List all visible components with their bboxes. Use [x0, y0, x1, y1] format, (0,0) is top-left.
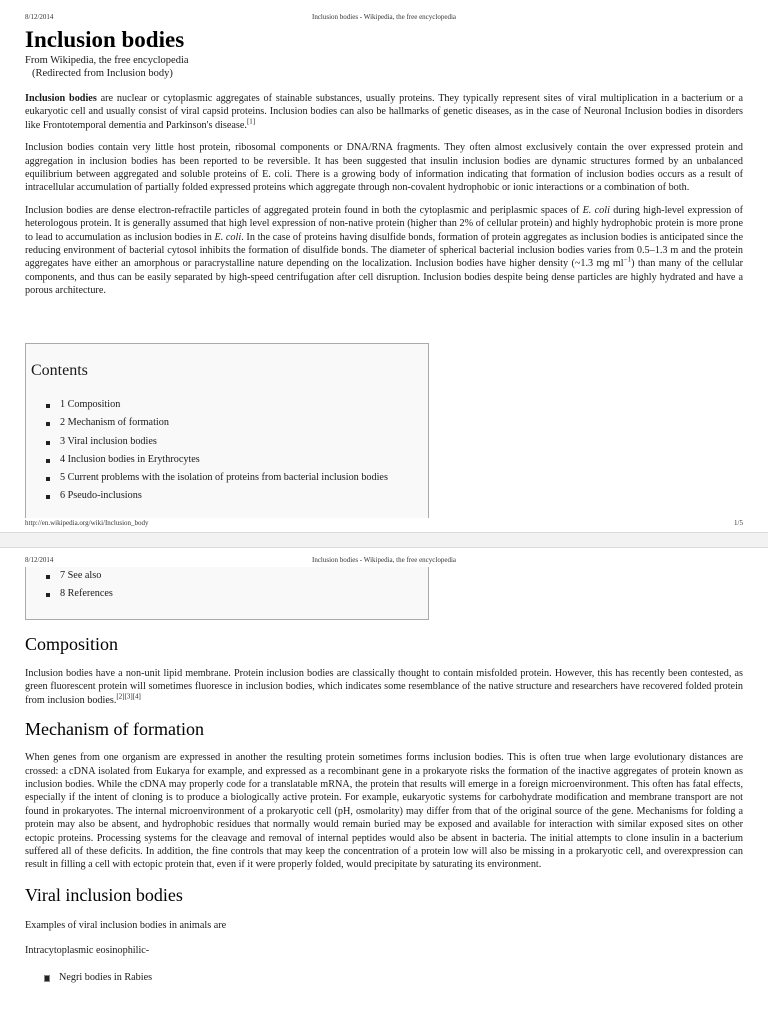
toc-item-mechanism[interactable]: 2 Mechanism of formation — [46, 414, 388, 432]
toc-item-erythrocytes[interactable]: 4 Inclusion bodies in Erythrocytes — [46, 451, 388, 469]
ecoli-italic: E. coli — [582, 204, 610, 216]
toc-item-pseudo-inclusions[interactable]: 6 Pseudo-inclusions — [46, 487, 388, 505]
header-title: Inclusion bodies - Wikipedia, the free encyclopedia — [311, 556, 456, 564]
pdf-page-2 — [0, 548, 768, 1024]
toc-item-references[interactable]: 8 References — [46, 585, 113, 603]
refs-2-4[interactable]: [2][3][4] — [116, 692, 141, 701]
mechanism-paragraph: When genes from one organism are expressed in another the resulting protein sometimes forms inclusion bodies. This is often true when large evolutionary distances are crossed: a cDNA isolated from Eukarya for example, and expressed as a recombinant gene in a prokaryote risks the formation of the inactive aggregates of protein known as inclusion bodies. While the cDNA may properly code for a translatable mRNA, the protein that results will emerge in a foreign microenvironment. This often has fatal effects, especially if the intent of cloning is to produce a biologically active protein. For example, eukaryotic systems for carbohydrate modification and membrane transport are not found in prokaryotes. The internal microenvironment of a prokaryotic cell (pH, osmolarity) may differ from that of the original source of the gene. Mechanisms for folding a protein may also be absent, and hydrophobic residues that normally would remain buried may be exposed and available for interaction with similar exposed sites on other ectopic proteins. Processing systems for the cleavage and removal of internal peptides would also be absent in bacteria. The initial attempts to clone insulin in a bacterium suffered all of these deficits. In addition, the fine controls that may keep the concentration of a protein low will also be missing in a prokaryotic cell, and overexpression can result in filling a cell with ectopic protein that, even if it were properly folded, would precipitate by saturating its environment. — [25, 752, 743, 871]
viral-intracytoplasmic: Intracytoplasmic eosinophilic- — [25, 945, 150, 957]
intro-bold-term: Inclusion bodies — [25, 93, 97, 104]
ecoli-italic: E. coli — [214, 231, 242, 243]
heading-composition: Composition — [25, 634, 119, 654]
redirect-note: (Redirected from Inclusion body) — [32, 68, 173, 79]
paragraph-3: Inclusion bodies are dense electron-refractile particles of aggregated protein found in both the cytoplasmic and periplasmic spaces of E. coli during high-level expression of heterologous protein. It is generally assumed that high level expression of non-native protein (higher than 2% of cellular protein) and highly hydrophobic protein is more prone to lead to accumulation as inclusion bodies in E. coli. In the case of proteins having disulfide bonds, formation of protein aggregates as inclusion bodies is anticipated since the reducing environment of bacterial cytosol inhibits the formation of disulfide bonds. The diameter of spherical bacterial inclusion bodies varies from 0.5–1.3 m and the protein aggregates have either an amorphous or paracrystalline nature depending on the localization. Inclusion bodies have higher density (~1.3 mg $ml^{-1}$) than many of the cellular components, and thus can be easily separated by high-speed centrifugation after cell disruption. Inclusion bodies despite being dense particles are highly hydrated and have a porous architecture. — [25, 204, 744, 297]
footer-page-number: 1/5 — [734, 519, 743, 527]
toc-list — [46, 396, 388, 506]
heading-mechanism: Mechanism of formation — [25, 719, 204, 740]
ref-1[interactable]: [1] — [246, 117, 256, 126]
toc-list-continued — [46, 567, 113, 604]
composition-paragraph: Inclusion bodies have a non-unit lipid membrane. Protein inclusion bodies are classically thought to contain misfolded protein. However, this has recently been contested, as green fluorescent protein will sometimes fluoresce in inclusion bodies, which indicates some resemblance of the native structure and researchers have recovered folded protein from inclusion bodies.[2][3][4] — [25, 668, 743, 706]
toc-box — [25, 343, 429, 518]
paragraph-2: Inclusion bodies contain very little host protein, ribosomal components or DNA/RNA fragments. They often almost exclusively contain the over expressed protein and aggregation in inclusion bodies has been reported to be reversible. It has been suggested that insulin inclusion bodies are dynamic structures formed by an unbalanced equilibrium between aggregated and soluble proteins of E. coli. There is a growing body of information indicating that formation of inclusion bodies occurs as a result of intracellular accumulation of partially folded expressed proteins which aggregate through non-covalent hydrophobic or ionic interactions or a combination of both. — [25, 142, 743, 194]
footer-url[interactable]: http://en.wikipedia.org/wiki/Inclusion_body — [25, 519, 149, 527]
toc-title: Contents — [31, 362, 88, 379]
toc-item-viral[interactable]: 3 Viral inclusion bodies — [46, 433, 388, 451]
toc-item-see-also[interactable]: 7 See also — [46, 567, 113, 585]
toc-box-continued — [25, 567, 429, 620]
list-item-negri: Negri bodies in Rabies — [43, 972, 743, 983]
header-date: 8/12/2014 — [25, 13, 54, 21]
page-break — [0, 532, 768, 548]
toc-item-current-problems[interactable]: 5 Current problems with the isolation of proteins from bacterial inclusion bodies — [46, 469, 388, 487]
header-date: 8/12/2014 — [25, 556, 54, 564]
superscript: −1 — [623, 256, 632, 265]
toc-item-composition[interactable]: 1 Composition — [46, 396, 388, 414]
intro-text: are nuclear or cytoplasmic aggregates of stainable substances, usually proteins. They typically represent sites of viral multiplication in a bacterium or a eukaryotic cell and usually consist of viral capsid proteins. Inclusion bodies can also be hallmarks of genetic diseases, as in the case of Neuronal Inclusion bodies in disorders like Frontotemporal dementia and Parkinson's disease. — [25, 93, 743, 131]
from-wikipedia: From Wikipedia, the free encyclopedia — [25, 55, 189, 66]
page-title: Inclusion bodies — [25, 27, 185, 52]
viral-examples: Examples of viral inclusion bodies in animals are — [25, 919, 227, 931]
intro-paragraph — [25, 92, 743, 132]
heading-viral: Viral inclusion bodies — [25, 884, 183, 905]
header-title: Inclusion bodies - Wikipedia, the free encyclopedia — [311, 13, 456, 21]
